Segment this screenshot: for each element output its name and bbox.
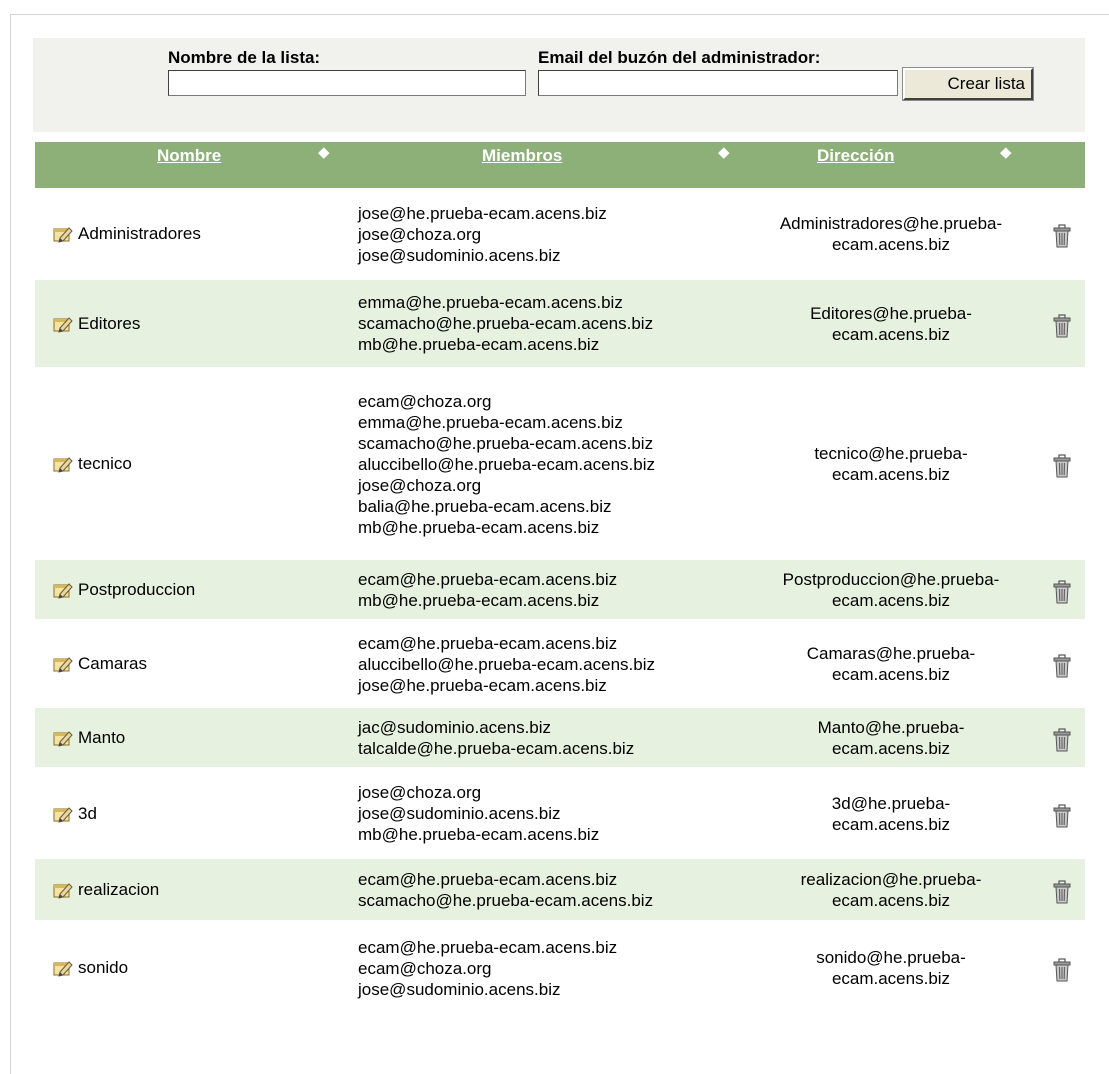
member-email: ecam@he.prueba-ecam.acens.biz: [358, 633, 655, 654]
trash-icon[interactable]: [1053, 804, 1071, 828]
address-cell: [735, 947, 1047, 989]
edit-icon[interactable]: [53, 225, 73, 243]
address-line: ecam.acens.biz: [735, 234, 1047, 255]
sort-icon[interactable]: ◆: [718, 144, 730, 162]
member-email: aluccibello@he.prueba-ecam.acens.biz: [358, 454, 655, 475]
sort-icon[interactable]: ◆: [1000, 144, 1012, 162]
member-email: scamacho@he.prueba-ecam.acens.biz: [358, 433, 655, 454]
member-email: emma@he.prueba-ecam.acens.biz: [358, 412, 655, 433]
address-line: tecnico@he.prueba-: [735, 443, 1047, 464]
list-name-cell: [53, 728, 125, 748]
edit-icon[interactable]: [53, 729, 73, 747]
member-email: jose@choza.org: [358, 475, 655, 496]
address-line: ecam.acens.biz: [735, 814, 1047, 835]
address-line: ecam.acens.biz: [735, 664, 1047, 685]
table-row: [35, 859, 1085, 920]
address-line: ecam.acens.biz: [735, 324, 1047, 345]
member-email: scamacho@he.prueba-ecam.acens.biz: [358, 313, 653, 334]
members-cell: [358, 391, 655, 538]
address-line: Manto@he.prueba-: [735, 717, 1047, 738]
sort-by-members-link[interactable]: Miembros: [482, 146, 562, 166]
address-cell: [735, 443, 1047, 485]
list-name-label: Nombre de la lista:: [168, 48, 320, 68]
address-cell: [735, 303, 1047, 345]
edit-icon[interactable]: [53, 655, 73, 673]
address-cell: [735, 869, 1047, 911]
table-row: [35, 708, 1085, 767]
trash-icon[interactable]: [1053, 728, 1071, 752]
members-cell: [358, 717, 634, 759]
member-email: mb@he.prueba-ecam.acens.biz: [358, 334, 653, 355]
table-row: [35, 370, 1085, 558]
member-email: ecam@choza.org: [358, 391, 655, 412]
sort-by-name-link[interactable]: Nombre: [157, 146, 221, 166]
trash-icon[interactable]: [1053, 224, 1071, 248]
members-cell: [358, 937, 617, 1000]
address-cell: [735, 643, 1047, 685]
address-line: realizacion@he.prueba-: [735, 869, 1047, 890]
list-name: tecnico: [78, 454, 132, 474]
list-name-cell: [53, 958, 128, 978]
edit-icon[interactable]: [53, 959, 73, 977]
member-email: ecam@he.prueba-ecam.acens.biz: [358, 869, 653, 890]
list-name-cell: [53, 654, 147, 674]
member-email: ecam@choza.org: [358, 958, 617, 979]
list-name-cell: [53, 224, 201, 244]
create-list-form: [33, 38, 1085, 132]
table-row: [35, 770, 1085, 857]
table-row: [35, 191, 1085, 277]
members-cell: [358, 633, 655, 696]
address-cell: [735, 793, 1047, 835]
address-line: Editores@he.prueba-: [735, 303, 1047, 324]
trash-icon[interactable]: [1053, 580, 1071, 604]
table-header: [35, 142, 1085, 188]
member-email: scamacho@he.prueba-ecam.acens.biz: [358, 890, 653, 911]
table-row: [35, 923, 1085, 1013]
members-cell: [358, 782, 599, 845]
member-email: ecam@he.prueba-ecam.acens.biz: [358, 937, 617, 958]
edit-icon[interactable]: [53, 805, 73, 823]
address-line: ecam.acens.biz: [735, 464, 1047, 485]
admin-email-input[interactable]: [538, 70, 898, 96]
table-row: [35, 280, 1085, 367]
member-email: jac@sudominio.acens.biz: [358, 717, 634, 738]
list-name-cell: [53, 580, 195, 600]
member-email: jose@sudominio.acens.biz: [358, 803, 599, 824]
create-list-button[interactable]: Crear lista: [903, 68, 1033, 100]
list-name-cell: [53, 804, 97, 824]
list-name: Editores: [78, 314, 140, 334]
member-email: jose@choza.org: [358, 782, 599, 803]
edit-icon[interactable]: [53, 315, 73, 333]
list-name-input[interactable]: [168, 70, 526, 96]
trash-icon[interactable]: [1053, 880, 1071, 904]
address-line: ecam.acens.biz: [735, 890, 1047, 911]
members-cell: [358, 569, 617, 611]
table-row: [35, 622, 1085, 706]
address-cell: [735, 213, 1047, 255]
list-name-cell: [53, 880, 159, 900]
address-line: ecam.acens.biz: [735, 590, 1047, 611]
member-email: ecam@he.prueba-ecam.acens.biz: [358, 569, 617, 590]
address-line: ecam.acens.biz: [735, 968, 1047, 989]
member-email: mb@he.prueba-ecam.acens.biz: [358, 517, 655, 538]
member-email: talcalde@he.prueba-ecam.acens.biz: [358, 738, 634, 759]
member-email: jose@he.prueba-ecam.acens.biz: [358, 675, 655, 696]
member-email: mb@he.prueba-ecam.acens.biz: [358, 824, 599, 845]
address-line: sonido@he.prueba-: [735, 947, 1047, 968]
list-name: Manto: [78, 728, 125, 748]
member-email: aluccibello@he.prueba-ecam.acens.biz: [358, 654, 655, 675]
list-name: sonido: [78, 958, 128, 978]
member-email: jose@he.prueba-ecam.acens.biz: [358, 203, 607, 224]
members-cell: [358, 203, 607, 266]
edit-icon[interactable]: [53, 581, 73, 599]
trash-icon[interactable]: [1053, 958, 1071, 982]
member-email: balia@he.prueba-ecam.acens.biz: [358, 496, 655, 517]
trash-icon[interactable]: [1053, 314, 1071, 338]
trash-icon[interactable]: [1053, 654, 1071, 678]
edit-icon[interactable]: [53, 455, 73, 473]
list-name-cell: [53, 454, 132, 474]
list-name: 3d: [78, 804, 97, 824]
members-cell: [358, 292, 653, 355]
address-line: Postproduccion@he.prueba-: [735, 569, 1047, 590]
edit-icon[interactable]: [53, 881, 73, 899]
address-line: ecam.acens.biz: [735, 738, 1047, 759]
table-row: [35, 560, 1085, 619]
list-name: realizacion: [78, 880, 159, 900]
member-email: jose@sudominio.acens.biz: [358, 979, 617, 1000]
list-name: Postproduccion: [78, 580, 195, 600]
address-line: 3d@he.prueba-: [735, 793, 1047, 814]
sort-icon[interactable]: ◆: [318, 144, 330, 162]
sort-by-address-link[interactable]: Dirección: [817, 146, 894, 166]
member-email: jose@sudominio.acens.biz: [358, 245, 607, 266]
list-name: Administradores: [78, 224, 201, 244]
address-cell: [735, 717, 1047, 759]
member-email: jose@choza.org: [358, 224, 607, 245]
trash-icon[interactable]: [1053, 454, 1071, 478]
member-email: mb@he.prueba-ecam.acens.biz: [358, 590, 617, 611]
members-cell: [358, 869, 653, 911]
admin-email-label: Email del buzón del administrador:: [538, 48, 820, 68]
list-name: Camaras: [78, 654, 147, 674]
address-line: Camaras@he.prueba-: [735, 643, 1047, 664]
address-cell: [735, 569, 1047, 611]
address-line: Administradores@he.prueba-: [735, 213, 1047, 234]
member-email: emma@he.prueba-ecam.acens.biz: [358, 292, 653, 313]
list-name-cell: [53, 314, 140, 334]
